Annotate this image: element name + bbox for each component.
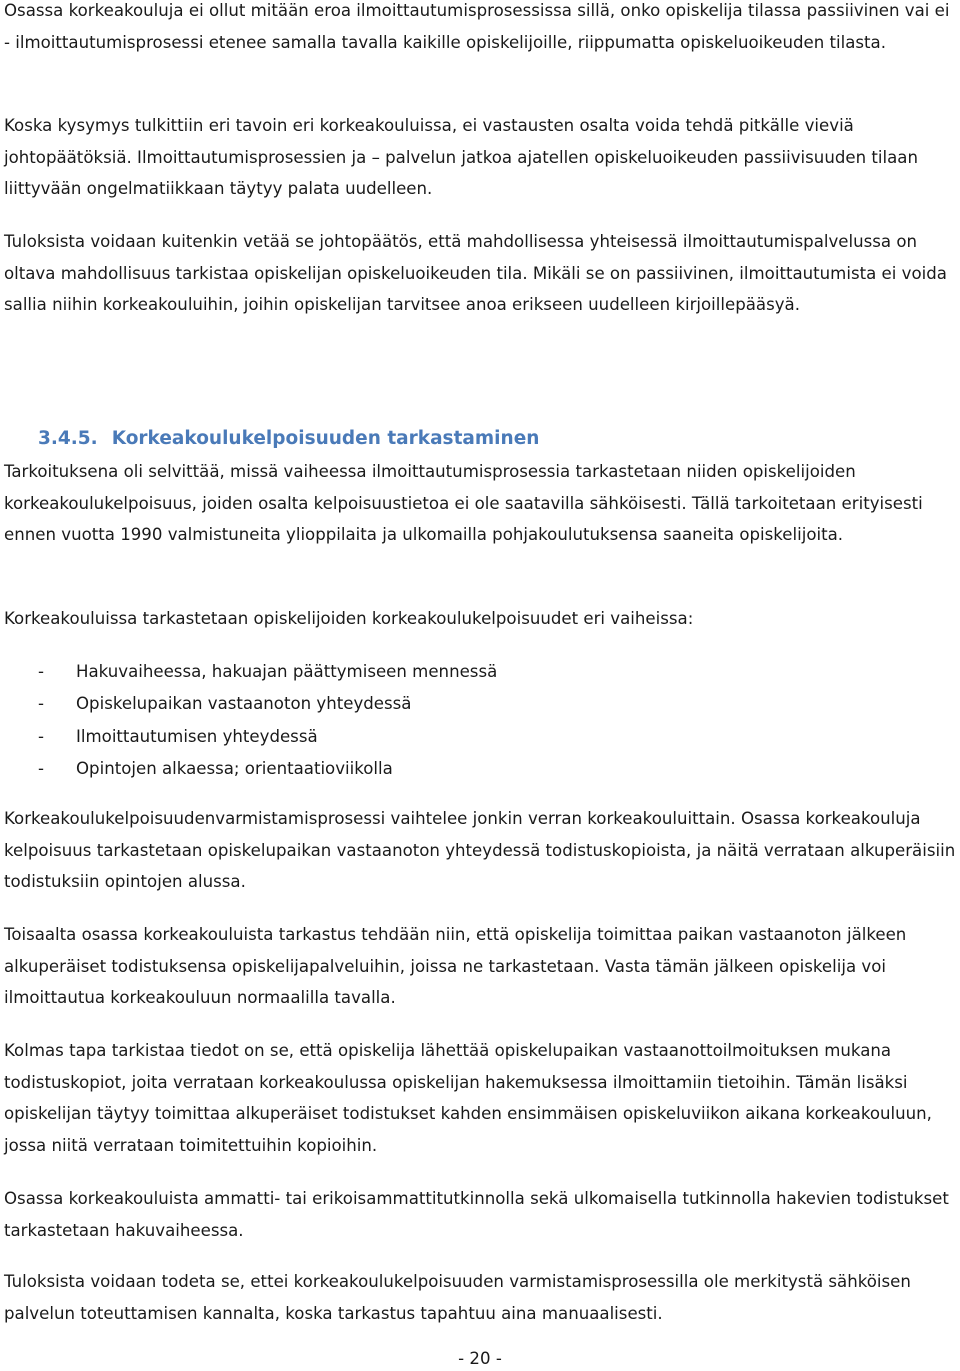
- list-item-text: Opintojen alkaessa; orientaatioviikolla: [76, 758, 393, 778]
- paragraph-final-conclusion: Tuloksista voidaan todeta se, ettei korkeakoulukelpoisuuden varmistamisprosessilla ole merkitystä sähköisen palvelun toteuttamisen kannalta, koska tarkastus tapahtuu aina manuaalisesti.: [4, 1272, 911, 1323]
- paragraph-vocational: Osassa korkeakouluista ammatti- tai erikoisammattitutkinnolla sekä ulkomaisella tutkinnolla hakevien todistukset tarkastetaan hakuvaiheessa.: [4, 1189, 949, 1240]
- list-item-text: Ilmoittautumisen yhteydessä: [76, 726, 318, 746]
- paragraph-conclusion: Tuloksista voidaan kuitenkin vetää se johtopäätös, että mahdollisessa yhteisessä ilmoittautumispalvelussa on oltava mahdollisuus tarkistaa opiskelijan opiskeluoikeuden tila. Mikäli se on passiivinen, ilmoittautumista ei voida sallia niihin korkeakouluihin, joihin opiskelijan tarvitsee anoa erikseen uudelleen kirjoillepääsyä.: [4, 232, 947, 314]
- list-item: [4, 656, 497, 688]
- section-number: 3.4.5.: [38, 428, 98, 449]
- paragraph-list-intro: Korkeakouluissa tarkastetaan opiskelijoiden korkeakoulukelpoisuudet eri vaiheissa:: [4, 609, 694, 628]
- paragraph-process-variation: Korkeakoulukelpoisuudenvarmistamisprosessi vaihtelee jonkin verran korkeakouluittain. Osassa korkeakouluja kelpoisuus tarkastetaan opiskelupaikan vastaanoton yhteydessä todistuskopioista, ja näitä verrataan alkuperäisiin todistuksiin opintojen alussa.: [4, 809, 956, 891]
- list-marker: -: [38, 662, 44, 681]
- paragraph-interpretation: Koska kysymys tulkittiin eri tavoin eri korkeakouluissa, ei vastausten osalta voida tehdä pitkälle vieviä johtopäätöksiä. Ilmoittautumisprosessien ja – palvelun jatkoa ajatellen opiskeluoikeuden passiivisuuden tilaan liittyvään ongelmatiikkaan täytyy palata uudelleen.: [4, 116, 918, 198]
- section-title: Korkeakoulukelpoisuuden tarkastaminen: [111, 428, 540, 449]
- section-heading: [38, 424, 539, 454]
- list-item: [4, 753, 497, 785]
- list-marker: -: [38, 694, 44, 714]
- paragraph-alternative: Toisaalta osassa korkeakouluista tarkastus tehdään niin, että opiskelija toimittaa paikan vastaanoton jälkeen alkuperäiset todistuksensa opiskelijapalveluihin, joissa ne tarkastetaan. Vasta tämän jälkeen opiskelija voi ilmoittautua korkeakouluun normaalilla tavalla.: [4, 925, 907, 1007]
- paragraph-purpose: Tarkoituksena oli selvittää, missä vaiheessa ilmoittautumisprosessia tarkastetaan niiden opiskelijoiden korkeakoulukelpoisuus, joiden osalta kelpoisuustietoa ei ole saatavilla sähköisesti. Tällä tarkoitetaan erityisesti ennen vuotta 1990 valmistuneita ylioppilaita ja ulkomailla pohjakoulutuksensa saaneita opiskelijoita.: [4, 462, 923, 544]
- paragraph-passive-status: Osassa korkeakouluja ei ollut mitään eroa ilmoittautumisprosessissa sillä, onko opiskelija tilassa passiivinen vai ei - ilmoittautumisprosessi etenee samalla tavalla kaikille opiskelijoille, riippumatta opiskeluoikeuden tilasta.: [4, 1, 950, 52]
- page-number: - 20 -: [458, 1349, 502, 1368]
- list-item: [4, 688, 497, 720]
- list-marker: -: [38, 758, 44, 778]
- list-item-text: Hakuvaiheessa, hakuajan päättymiseen mennessä: [76, 662, 498, 681]
- list-item-text: Opiskelupaikan vastaanoton yhteydessä: [76, 694, 412, 714]
- paragraph-third-method: Kolmas tapa tarkistaa tiedot on se, että opiskelija lähettää opiskelupaikan vastaanottoilmoituksen mukana todistuskopiot, joita verrataan korkeakoulussa opiskelijan hakemuksessa ilmoittamiin tietoihin. Tämän lisäksi opiskelijan täytyy toimittaa alkuperäiset todistukset kahden ensimmäisen opiskeluviikon aikana korkeakouluun, jossa niitä verrataan toimitettuihin kopioihin.: [4, 1041, 932, 1155]
- phase-list: [4, 656, 497, 785]
- list-marker: -: [38, 726, 44, 746]
- list-item: [4, 721, 497, 753]
